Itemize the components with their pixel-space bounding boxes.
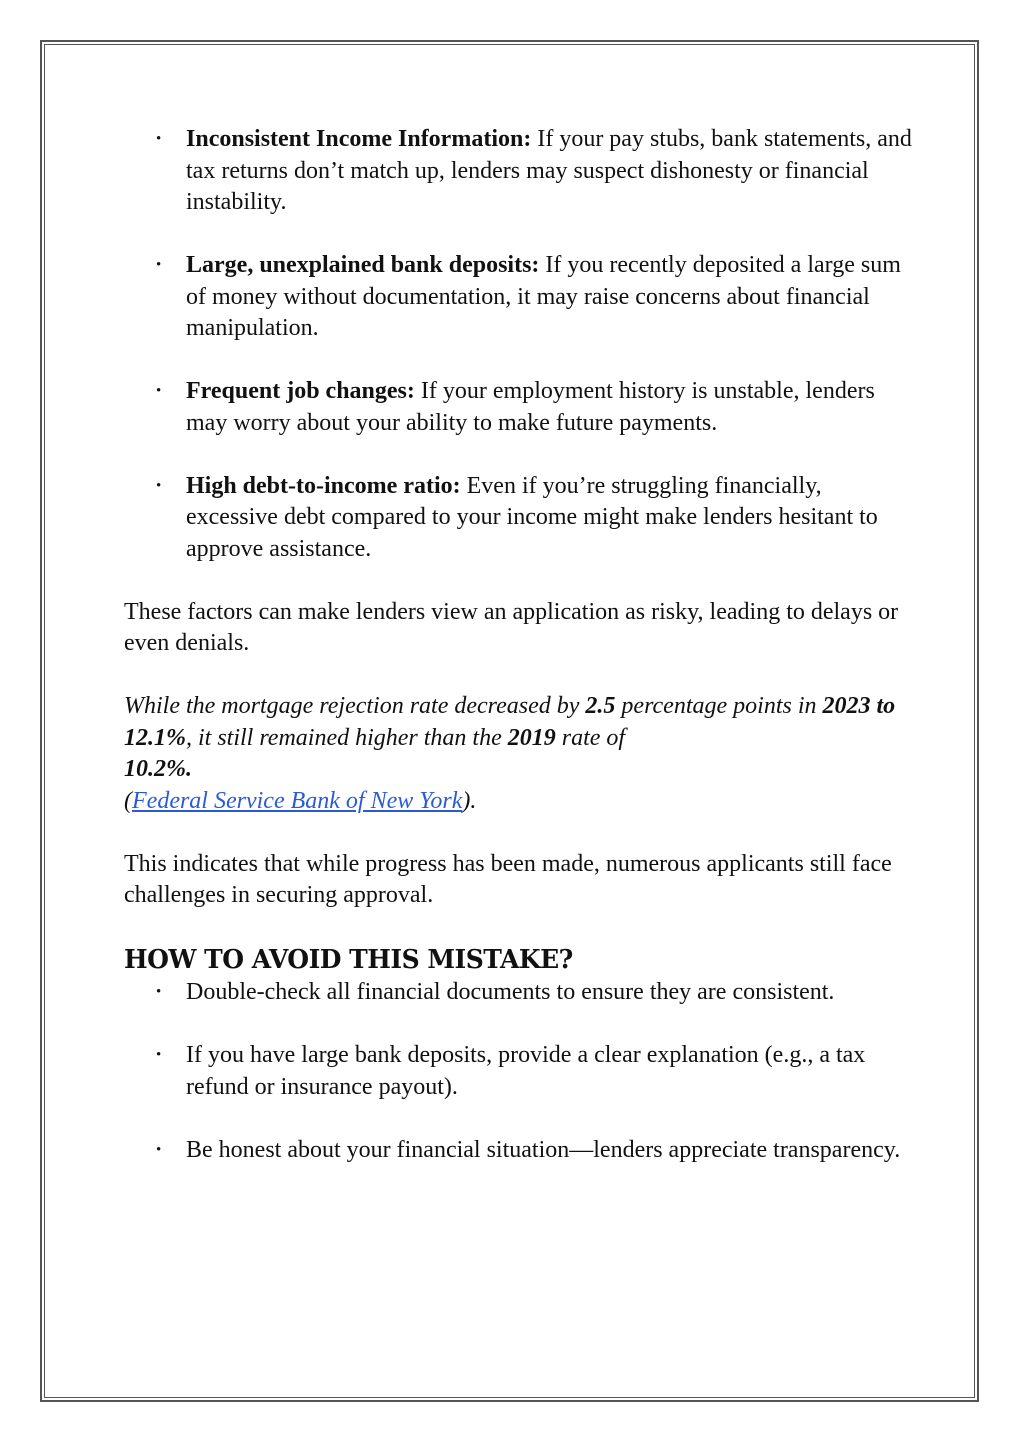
list-item [124,1135,914,1167]
progress-paragraph: This indicates that while progress has been made, numerous applicants still face challenges in securing approval. [124,850,892,908]
risk-factor-title: Frequent job changes: [186,378,415,404]
risk-factor-text: Even if you’re struggling financially, excessive debt compared to your income might make lenders hesitant to approve assistance. [186,472,878,562]
statistic-value: 2.5 [585,693,616,719]
risk-factor-title: Inconsistent Income Information: [186,126,532,152]
document-body [124,124,914,1198]
tip-text: Double-check all financial documents to ensure they are consistent. [186,979,835,1005]
source-paren-open: ( [124,787,132,814]
bullet-icon: • [156,984,162,1000]
list-item [124,250,914,345]
statistic-paragraph [124,691,914,786]
bullet-icon: • [156,477,162,494]
risk-factor-title: Large, unexplained bank deposits: [186,252,540,278]
list-item [124,471,914,566]
bullet-icon: • [156,1047,162,1063]
statistic-value: 2019 [507,724,556,751]
list-item [124,977,914,1009]
source-citation [124,786,914,818]
bullet-icon: • [156,257,162,273]
statistic-text: , it still remained higher than the [186,724,508,751]
tip-text: Be honest about your financial situation—lenders appreciate transparency. [186,1136,901,1163]
statistic-text: rate of [555,724,626,751]
source-paren-close: ). [462,787,477,814]
statistic-value: 10.2%. [124,756,192,782]
bullet-icon: • [156,1141,162,1158]
tip-text: If you have large bank deposits, provide a clear explanation (e.g., a tax refund or insurance payout). [186,1042,866,1100]
list-item [124,1040,914,1103]
risk-factor-text: If your pay stubs, bank statements, and tax returns don’t match up, lenders may suspect dishonesty or financial instability. [186,126,912,215]
bullet-icon: • [156,383,162,399]
statistic-text: While the mortgage rejection rate decreased by [124,693,586,719]
risk-factor-text: If your employment history is unstable, lenders may worry about your ability to make future payments. [186,378,875,436]
section-heading: HOW TO AVOID THIS MISTAKE? [124,944,573,975]
tips-list [124,977,914,1166]
source-link[interactable]: Federal Service Bank of New York [132,787,463,814]
list-item [124,124,914,219]
statistic-value: 2023 to 12.1% [124,693,896,751]
risk-factor-list [124,124,914,565]
list-item [124,376,914,439]
risk-factor-title: High debt-to-income ratio: [186,472,461,499]
risk-factor-text: If you recently deposited a large sum of money without documentation, it may raise concerns about financial manipulation. [186,252,901,341]
statistic-text: percentage points in [615,693,823,719]
summary-paragraph: These factors can make lenders view an application as risky, leading to delays or even denials. [124,598,899,656]
bullet-icon: • [156,131,162,147]
